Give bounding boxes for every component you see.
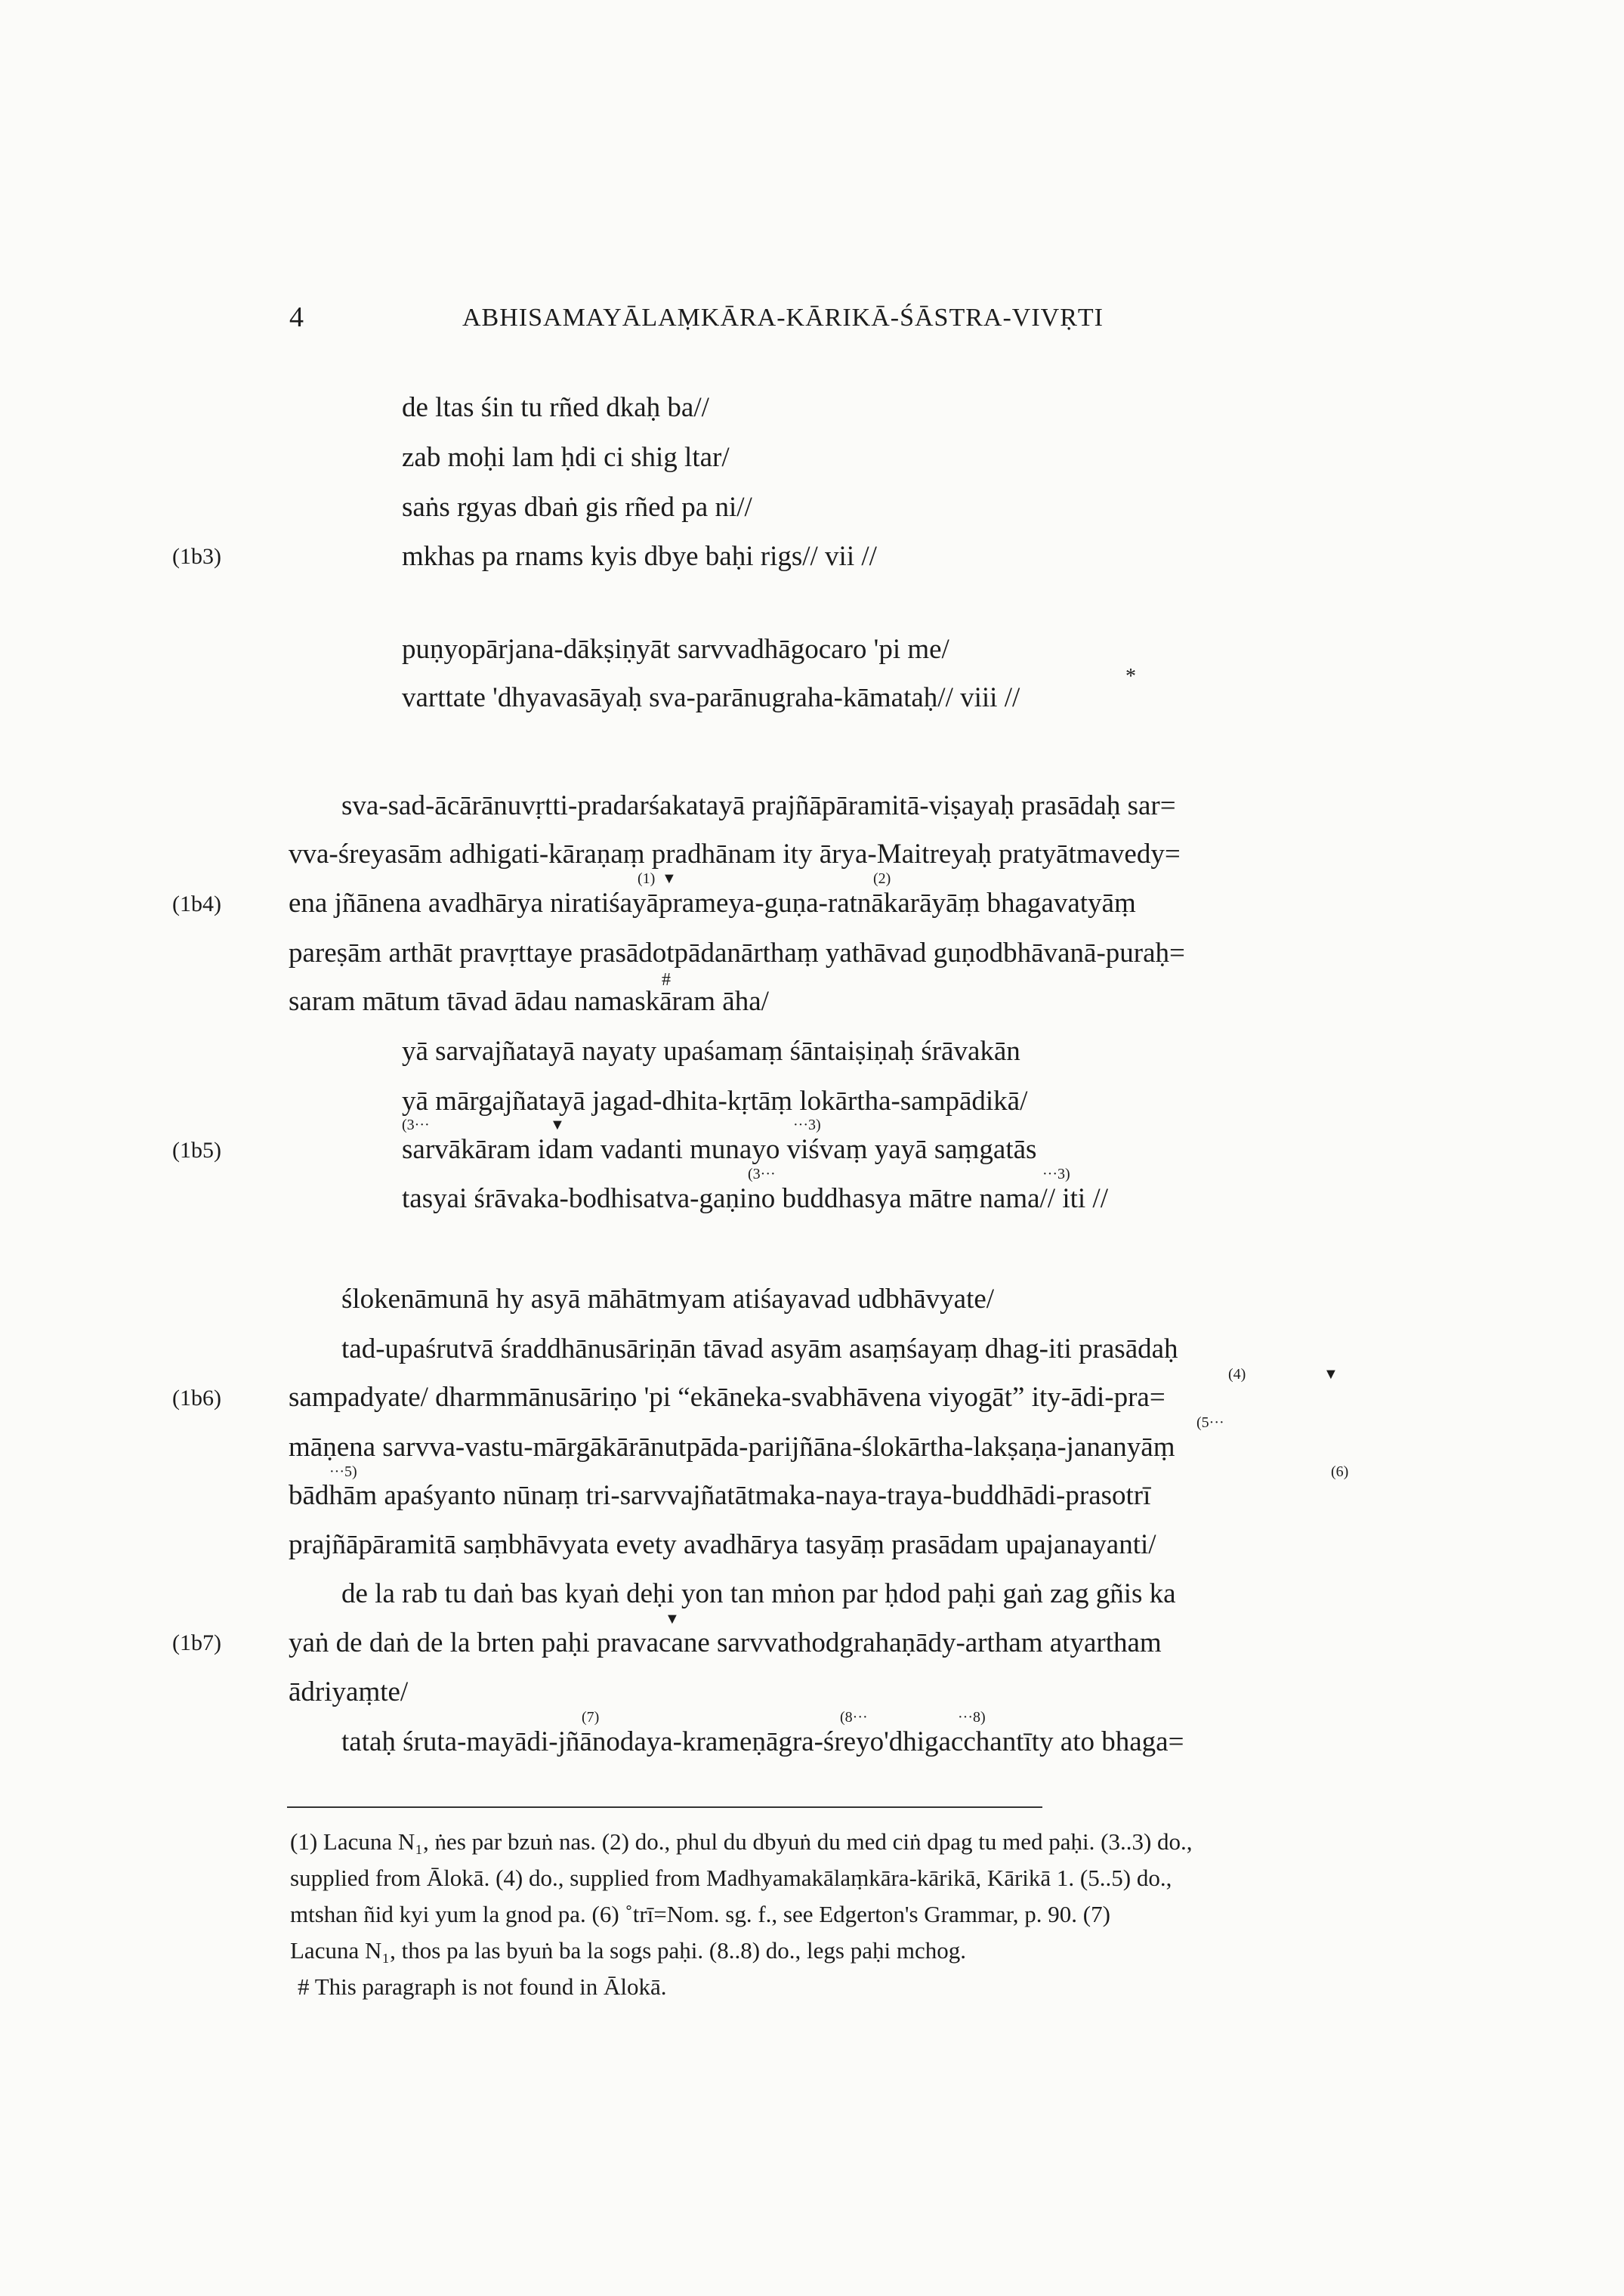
- tibetan-triangle: ▼: [665, 1611, 680, 1627]
- marker-8a: (8···: [840, 1709, 868, 1726]
- star-marker: *: [1125, 665, 1136, 688]
- tibetan-verse-line-1: de ltas śin tu rñed dkaḥ ba//: [402, 392, 709, 423]
- sanskrit-verse-line-2: varttate 'dhyavasāyaḥ sva-parānugraha-kāmataḥ// viii //: [402, 682, 1020, 713]
- footnote-line-1: (1) Lacuna N₁, ṅes par bzuṅ nas. (2) do., phul du dbyuṅ du med ciṅ dpag tu med paḥi. (3..3) do.,: [290, 1828, 1193, 1855]
- footnote-line-5: # This paragraph is not found in Ālokā.: [298, 1973, 667, 2000]
- marker-1: (1): [638, 870, 656, 887]
- folio-ref-1b7: (1b7): [172, 1630, 221, 1655]
- para2-line-9: ādriyaṃte/: [289, 1676, 409, 1707]
- tibetan-verse-line-4: mkhas pa rnams kyis dbye baḥi rigs// vii //: [402, 541, 877, 572]
- para2-line-2: tad-upaśrutvā śraddhānusāriṇān tāvad asyām asaṃśayaṃ dhag-iti prasādaḥ: [341, 1333, 1178, 1364]
- footnote-line-3: mtshan ñid kyi yum la gnod pa. (6) ˚trī=Nom. sg. f., see Edgerton's Grammar, p. 90. (7): [290, 1901, 1110, 1927]
- para2-line-4: māṇena sarvva-vastu-mārgākārānutpāda-parijñāna-ślokārtha-lakṣaṇa-jananyāṃ: [289, 1432, 1175, 1463]
- para2-line-10: tataḥ śruta-mayādi-jñānodaya-krameṇāgra-śreyo'dhigacchantīty ato bhaga=: [341, 1726, 1184, 1757]
- para1-line-2: vva-śreyasām adhigati-kāraṇaṃ pradhānam ity ārya-Maitreyaḥ pratyātmavedy=: [289, 839, 1181, 870]
- verse2-line-2: yā mārgajñatayā jagad-dhita-kṛtāṃ lokārtha-sampādikā/: [402, 1086, 1028, 1117]
- para1-line-5: saram mātum tāvad ādau namaskāram āha/: [289, 986, 769, 1017]
- marker-6: (6): [1331, 1463, 1349, 1480]
- tibetan-verse-line-2: zab moḥi lam ḥdi ci shig ltar/: [402, 442, 730, 473]
- verse2-line-3: sarvākāram idam vadanti munayo viśvaṃ yayā saṃgatās: [402, 1134, 1037, 1165]
- marker-3b: ···3): [793, 1117, 821, 1133]
- para2-line-6: prajñāpāramitā saṃbhāvyata evety avadhārya tasyāṃ prasādam upajanayanti/: [289, 1529, 1156, 1560]
- verse2-line-4: tasyai śrāvaka-bodhisatva-gaṇino buddhasya mātre nama// iti //: [402, 1183, 1108, 1214]
- para1-line-4: pareṣām arthāt pravṛttaye prasādotpādanārthaṃ yathāvad guṇodbhāvanā-puraḥ=: [289, 938, 1185, 969]
- marker-4: (4): [1228, 1366, 1246, 1383]
- tibetan-verse-line-3: saṅs rgyas dbaṅ gis rñed pa ni//: [402, 492, 752, 523]
- folio-ref-1b6: (1b6): [172, 1386, 221, 1411]
- footnote-rule: [287, 1806, 1042, 1808]
- para1-line-1: sva-sad-ācārānuvṛtti-pradarśakatayā prajñāpāramitā-viṣayaḥ prasādaḥ sar=: [341, 790, 1176, 821]
- footnote-line-2: supplied from Ālokā. (4) do., supplied from Madhyamakālaṃkāra-kārikā, Kārikā 1. (5..5) do.,: [290, 1865, 1172, 1891]
- marker-7: (7): [582, 1709, 600, 1726]
- para2-line-3: sampadyate/ dharmmānusāriṇo 'pi “ekāneka-svabhāvena viyogāt” ity-ādi-pra=: [289, 1382, 1166, 1413]
- folio-ref-1b5: (1b5): [172, 1138, 221, 1163]
- page-number: 4: [289, 301, 304, 333]
- marker-5b: ···5): [329, 1463, 357, 1480]
- marker-5a: (5···: [1196, 1414, 1224, 1431]
- footnote-line-4: Lacuna N₁, thos pa las byuṅ ba la sogs paḥi. (8..8) do., legs paḥi mchog.: [290, 1937, 966, 1964]
- hash-marker: #: [662, 970, 671, 990]
- sanskrit-verse-line-1: puṇyopārjana-dākṣiṇyāt sarvvadhāgocaro 'pi me/: [402, 634, 949, 665]
- marker-1-triangle: ▼: [662, 870, 677, 887]
- folio-ref-1b4: (1b4): [172, 892, 221, 916]
- verse2-line-1: yā sarvajñatayā nayaty upaśamaṃ śāntaiṣiṇaḥ śrāvakān: [402, 1036, 1020, 1067]
- para2-line-7: de la rab tu daṅ bas kyaṅ deḥi yon tan mṅon par ḥdod paḥi gaṅ zag gñis ka: [341, 1578, 1176, 1609]
- marker-3c: (3···: [748, 1166, 776, 1182]
- marker-2: (2): [873, 870, 891, 887]
- marker-3a-triangle: ▼: [550, 1117, 565, 1133]
- marker-8b: ···8): [958, 1709, 986, 1726]
- marker-3a: (3···: [402, 1117, 430, 1133]
- para2-line-5: bādhām apaśyanto nūnaṃ tri-sarvvajñatātmaka-naya-traya-buddhādi-prasotrī: [289, 1480, 1151, 1511]
- marker-3d: ···3): [1042, 1166, 1070, 1182]
- para2-line-1: ślokenāmunā hy asyā māhātmyam atiśayavad udbhāvyate/: [341, 1284, 995, 1315]
- para1-line-3: ena jñānena avadhārya niratiśayāprameya-guṇa-ratnākarāyāṃ bhagavatyāṃ: [289, 888, 1136, 919]
- folio-ref-1b3: (1b3): [172, 544, 221, 569]
- para2-line-8: yaṅ de daṅ de la brten paḥi pravacane sarvvathodgrahaṇādy-artham atyartham: [289, 1627, 1162, 1658]
- marker-4-triangle: ▼: [1323, 1366, 1338, 1383]
- running-title: ABHISAMAYĀLAṂKĀRA-KĀRIKĀ-ŚĀSTRA-VIVṚTI: [462, 304, 1104, 332]
